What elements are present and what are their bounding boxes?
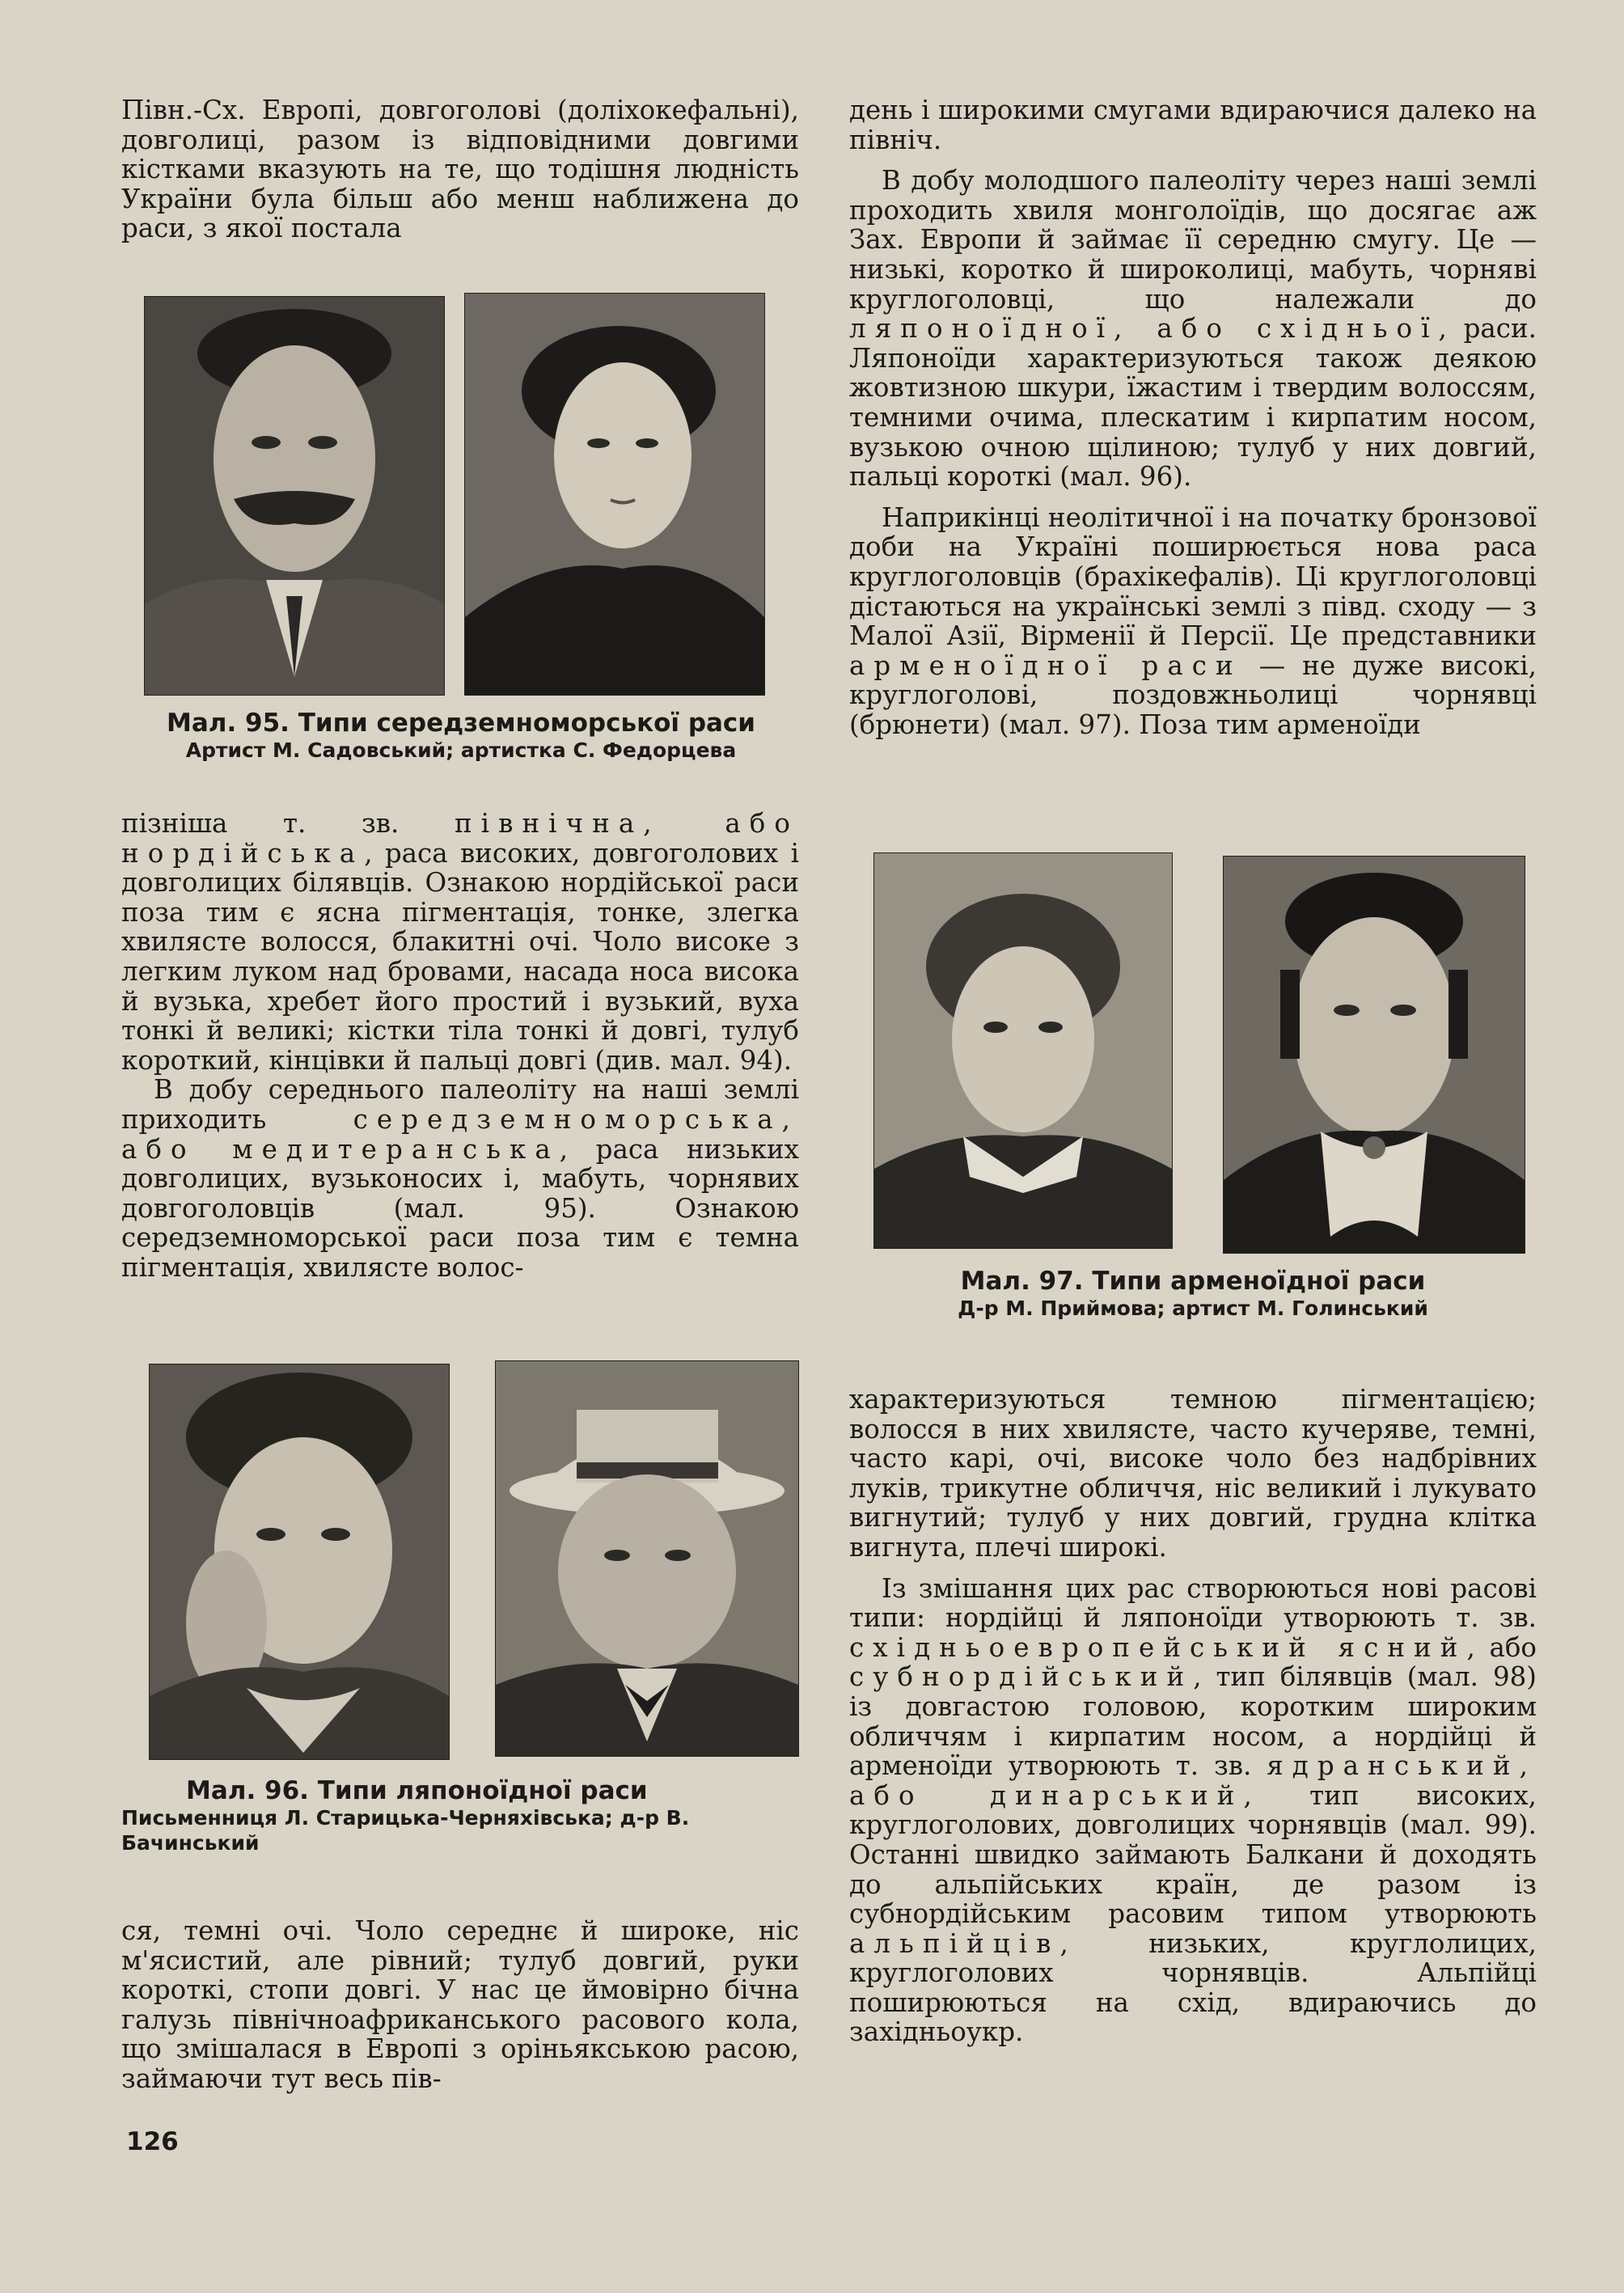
paragraph: В добу молодшого палеоліту через наші землі проходить хвиля монголоїдів, що досягає аж Зах. Европи й займає її середню смугу. Це — низькі, коротко й широколиці, мабуть, чорняві круглоголовці, що належали до ляпоноїдної, або східньої, раси. Ляпоноїди характеризуються також деякою жовтизною шкури, їжастим і твердим волоссям, темними очима, плескатим і кирпатим носом, вузькою очною щілиною; тулуб у них довгий, пальці короткі (мал. 96). <box>849 165 1537 493</box>
photo-pryimova <box>873 852 1173 1249</box>
photo-holynsky <box>1223 856 1525 1254</box>
paragraph: пізніша т. зв. північна, або нордійська, раса високих, довгоголових і довголицих білявців. Ознакою нордійської раси поза тим є ясна пігментація, тонке, злегка хвилясте волосся, блакитні очі. Чоло високе з легким луком над бровами, насада носа висока й вузька, хребет його простий і вузький, вуха тонкі й великі; кістки тіла тонкі й довгі, тулуб короткий, кінцівки й пальці довгі (див. мал. 94). <box>121 808 799 1076</box>
right-column-top <box>849 95 1537 739</box>
figure-96-caption <box>121 1776 809 1855</box>
figure-97-subtitle: Д-р М. Приймова; артист М. Голинський <box>958 1297 1428 1320</box>
paragraph: Півн.-Сх. Европі, довгоголові (доліхокефальні), довголиці, разом із відповідними довгими кістками вказують на те, що тодішня людність України була більш або менш наближена до раси, з якої постала <box>121 95 799 244</box>
photo-fedortseva <box>464 293 765 696</box>
photo-starytska <box>149 1364 450 1760</box>
left-column-mid <box>121 809 799 1283</box>
paragraph: В добу середнього палеоліту на наші землі приходить середземноморська, або медитеранська, раса низьких довголицих, вузьконосих і, мабуть, чорнявих довгоголовців (мал. 95). Ознакою середземноморської раси поза тим є темна пігментація, хвилясте волос- <box>121 1074 800 1283</box>
page-number: 126 <box>126 2127 179 2156</box>
figure-97-caption <box>849 1267 1537 1321</box>
paragraph: характеризуються темною пігментацією; волосся в них хвилясте, часто кучеряве, темні, часто карі, очі, високе чоло без надбрівних луків, трикутне обличчя, ніс великий і лукувато вигнутий; тулуб у них довгий, грудна клітка вигнута, плечі широкі. <box>849 1384 1537 1563</box>
left-column-top <box>121 95 799 243</box>
figure-97-title: Мал. 97. Типи арменоїдної раси <box>960 1267 1426 1296</box>
paragraph: ся, темні очі. Чоло середнє й широке, ніс м'ясистий, але рівний; тулуб довгий, руки короткі, стопи довгі. У нас це ймовірно бічна галузь північноафриканського расового кола, що змішалася в Европі з оріньякською расою, займаючи тут весь пів- <box>121 1915 799 2094</box>
right-column-bottom <box>849 1385 1537 2047</box>
figure-96-subtitle: Письменниця Л. Старицька-Черняхівська; д-р В. Бачинський <box>121 1806 690 1855</box>
figure-95-caption <box>113 709 809 763</box>
paragraph: Із змішання цих рас створюються нові расові типи: нордійці й ляпоноїди утворюють т. зв. східньоевропейський ясний, або субнордійський, тип білявців (мал. 98) із довгастою головою, коротким широким обличчям і кирпатим носом, а нордійці й арменоїди утворюють т. зв. ядранський, або динарський, тип високих, круглоголових, довголицих чорнявців (мал. 99). Останні швидко займають Балкани й доходять до альпійських країн, де разом із субнордійським расовим типом утворюють альпійців, низьких, круглолицих, круглоголових чорнявців. Альпійці поширюються на схід, вдираючись до західньоукр. <box>849 1572 1537 2048</box>
photo-bachynsky <box>495 1360 799 1757</box>
left-column-bottom <box>121 1916 799 2094</box>
figure-96-title: Мал. 96. Типи ляпоноїдної раси <box>186 1776 648 1805</box>
paragraph: день і широкими смугами вдираючися далеко на північ. <box>849 95 1537 155</box>
figure-95-subtitle: Артист М. Садовський; артистка С. Федорцева <box>185 738 737 762</box>
photo-sadovsky <box>144 296 445 696</box>
figure-95-title: Мал. 95. Типи середземноморської раси <box>166 709 756 738</box>
paragraph: Наприкінці неолітичної і на початку бронзової доби на Україні поширюється нова раса круглоголовців (брахікефалів). Ці круглоголовці дістаються на українські землі з півд. сходу — з Малої Азії, Вірменії й Персії. Це представники арменоїдної раси — не дуже високі, круглоголові, поздовжньолиці чорнявці (брюнети) (мал. 97). Поза тим арменоїди <box>849 501 1537 740</box>
